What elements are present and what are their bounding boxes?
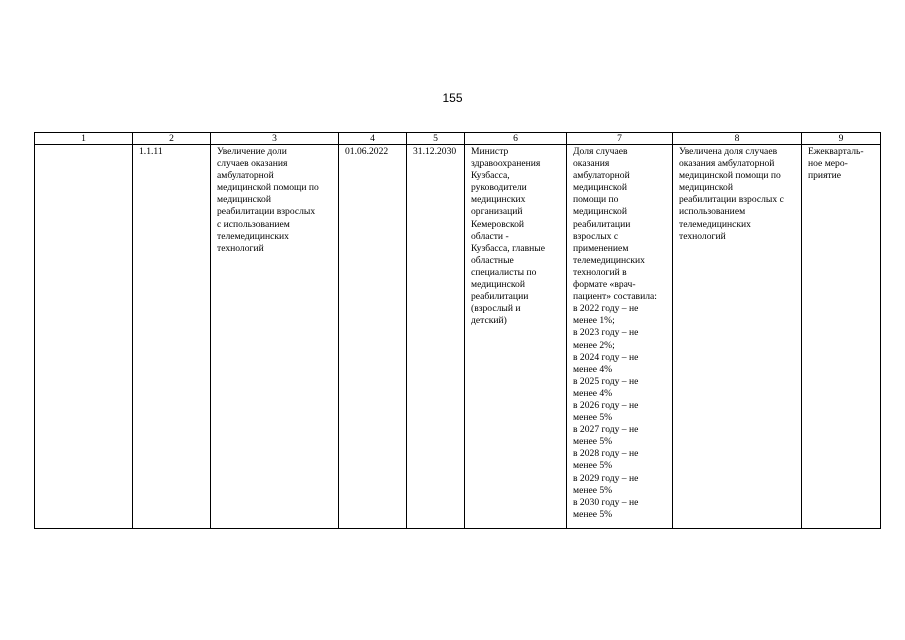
cell-end-date [407,145,465,529]
cell-measure-name [211,145,339,529]
cell-responsible [465,145,567,529]
cell-line: технологий [217,242,264,254]
header-cell-5: 5 [407,133,465,145]
cell-result [673,145,802,529]
cell-line: взрослых с [573,230,619,242]
header-cell-6: 6 [465,133,567,145]
cell-line: медицинской [573,182,627,194]
cell-line: менее 5% [573,508,613,520]
cell-line: медицинской [573,206,627,218]
cell-line: руководители [471,182,527,194]
header-cell-4: 4 [339,133,407,145]
cell-line: амбулаторной [217,170,274,182]
cell-line: медицинской помощи по [217,182,319,194]
cell-line: здравоохранения [471,158,541,170]
header-cell-1: 1 [35,133,133,145]
cell-line: медицинской [679,182,733,194]
cell-line: с использованием [217,218,290,230]
cell-line: пациент» составила: [573,291,657,303]
header-row [35,133,881,145]
cell-line: формате «врач- [573,279,636,291]
cell-line: помощи по [573,194,619,206]
header-cell-3: 3 [211,133,339,145]
cell-frequency [802,145,881,529]
cell-line: реабилитации [471,291,529,303]
cell-line: реабилитации [573,218,631,230]
cell-line: организаций [471,206,523,218]
cell-line: в 2026 году – не [573,399,639,411]
cell-line: приятие [808,170,842,182]
cell-line: в 2025 году – не [573,375,639,387]
cell-line: медицинской [471,279,525,291]
cell-line: 01.06.2022 [345,146,389,157]
cell-line: Министр [471,146,509,157]
cell-line: в 2023 году – не [573,327,639,339]
cell-line: менее 5% [573,460,613,472]
cell-line: менее 4% [573,387,613,399]
cell-line: телемедицинских [679,218,751,230]
header-cell-2: 2 [133,133,211,145]
cell-line: ное меро- [808,158,848,170]
cell-line: реабилитации взрослых [217,206,316,218]
cell-line: Доля случаев [573,146,628,157]
cell-start-date [339,145,407,529]
cell-line: менее 1%; [573,315,615,327]
cell-line: менее 5% [573,484,613,496]
cell-line: использованием [679,206,746,218]
cell-line: области - [471,230,509,242]
cell-line: медицинских [471,194,526,206]
cell-line: оказания [573,158,610,170]
cell-line: телемедицинских [217,230,289,242]
header-cell-7: 7 [567,133,673,145]
cell-line: в 2029 году – не [573,472,639,484]
cell-line: детский) [471,315,507,327]
cell-line: в 2022 году – не [573,303,639,315]
cell-line: технологий в [573,266,627,278]
cell-line: медицинской [217,194,271,206]
cell-line: специалисты по [471,266,537,278]
cell-measure-number [133,145,211,529]
header-cell-9: 9 [802,133,881,145]
cell-line: случаев оказания [217,158,288,170]
cell-line: Увеличение доли [217,146,287,157]
cell-line: Кемеровской [471,218,525,230]
cell-line: Увеличена доля случаев [679,146,778,157]
cell-line: применением [573,242,629,254]
cell-line: Кузбасса, главные [471,242,545,254]
page-number: 155 [442,91,463,105]
cell-line: технологий [679,230,726,242]
cell-line: реабилитации взрослых с [679,194,784,206]
cell-col1 [35,145,133,529]
cell-line: в 2024 году – не [573,351,639,363]
cell-line: медицинской помощи по [679,170,781,182]
cell-line: Ежекварталь- [808,146,864,157]
cell-line: областные [471,254,514,266]
cell-line: Кузбасса, [471,170,510,182]
cell-line: 31.12.2030 [413,146,457,157]
cell-line: менее 5% [573,412,613,424]
cell-line: в 2027 году – не [573,424,639,436]
cell-line: в 2030 году – не [573,496,639,508]
cell-line: (взрослый и [471,303,521,315]
cell-line: менее 2%; [573,339,615,351]
cell-line: телемедицинских [573,254,645,266]
cell-indicator [567,145,673,529]
cell-line: менее 4% [573,363,613,375]
cell-line: в 2028 году – не [573,448,639,460]
cell-line: оказания амбулаторной [679,158,775,170]
cell-line: 1.1.11 [139,146,163,157]
cell-line: менее 5% [573,436,613,448]
header-cell-8: 8 [673,133,802,145]
cell-line: амбулаторной [573,170,630,182]
plan-table [34,132,881,529]
table-row [35,145,881,529]
